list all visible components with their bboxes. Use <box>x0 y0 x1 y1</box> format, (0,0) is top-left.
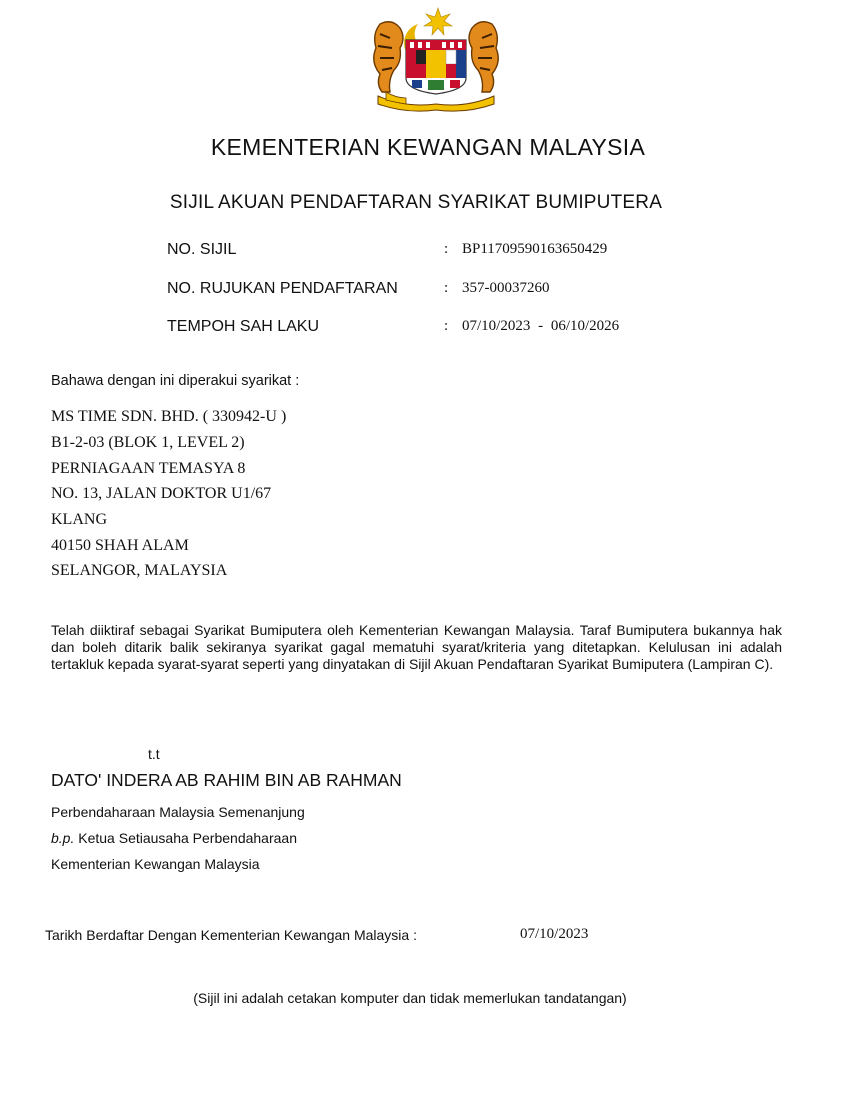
date-separator: - <box>538 318 544 334</box>
tt-mark: t.t <box>148 746 160 762</box>
footer-note: (Sijil ini adalah cetakan komputer dan tidak memerlukan tandatangan) <box>193 990 627 1006</box>
valid-to: 06/10/2026 <box>550 318 620 334</box>
ministry-title: KEMENTERIAN KEWANGAN MALAYSIA <box>210 134 646 160</box>
value-tempoh <box>462 318 619 335</box>
recognition-statement: Telah diiktiraf sebagai Syarikat Bumiputera oleh Kementerian Kewangan Malaysia. Taraf Bumiputera bukannya hak dan boleh ditarik balik sekiranya syarikat gagal mematuhi syarat/kriteria yang ditetapkan. Kelulusan ini adalah tertakluk kepada syarat-syarat seperti yang dinyatakan di Sijil Akuan Pendaftaran Syarikat Bumiputera (Lampiran C). <box>51 622 782 672</box>
intro-text: Bahawa dengan ini diperakui syarikat : <box>51 373 300 389</box>
registered-label: Tarikh Berdaftar Dengan Kementerian Kewangan Malaysia : <box>45 927 417 943</box>
malaysia-coat-of-arms-icon <box>366 4 506 114</box>
colon: : <box>444 241 449 257</box>
company-line: B1-2-03 (BLOK 1, LEVEL 2) <box>51 434 245 451</box>
company-line: SELANGOR, MALAYSIA <box>51 562 228 579</box>
company-line: 40150 SHAH ALAM <box>51 537 189 554</box>
signatory-office: Perbendaharaan Malaysia Semenanjung <box>51 804 305 820</box>
label-no-rujukan: NO. RUJUKAN PENDAFTARAN <box>167 280 398 297</box>
signatory-ministry: Kementerian Kewangan Malaysia <box>51 856 260 872</box>
signatory-role <box>51 830 297 846</box>
colon: : <box>444 318 449 334</box>
signatory-role-text: Ketua Setiausaha Perbendaharaan <box>78 830 297 846</box>
label-tempoh: TEMPOH SAH LAKU <box>167 318 320 335</box>
label-no-sijil: NO. SIJIL <box>167 241 237 258</box>
company-line: MS TIME SDN. BHD. ( 330942-U ) <box>51 408 287 425</box>
value-no-sijil: BP11709590163650429 <box>462 241 608 257</box>
company-line: NO. 13, JALAN DOKTOR U1/67 <box>51 485 272 502</box>
company-line: PERNIAGAAN TEMASYA 8 <box>51 460 246 477</box>
bp-abbrev: b.p. <box>51 830 75 846</box>
company-line: KLANG <box>51 511 107 528</box>
certificate-title: SIJIL AKUAN PENDAFTARAN SYARIKAT BUMIPUTERA <box>169 192 663 213</box>
value-no-rujukan: 357-00037260 <box>462 280 550 296</box>
signatory-name: DATO' INDERA AB RAHIM BIN AB RAHMAN <box>51 770 402 790</box>
valid-from: 07/10/2023 <box>462 318 531 334</box>
colon: : <box>444 280 449 296</box>
registered-date: 07/10/2023 <box>520 926 589 942</box>
